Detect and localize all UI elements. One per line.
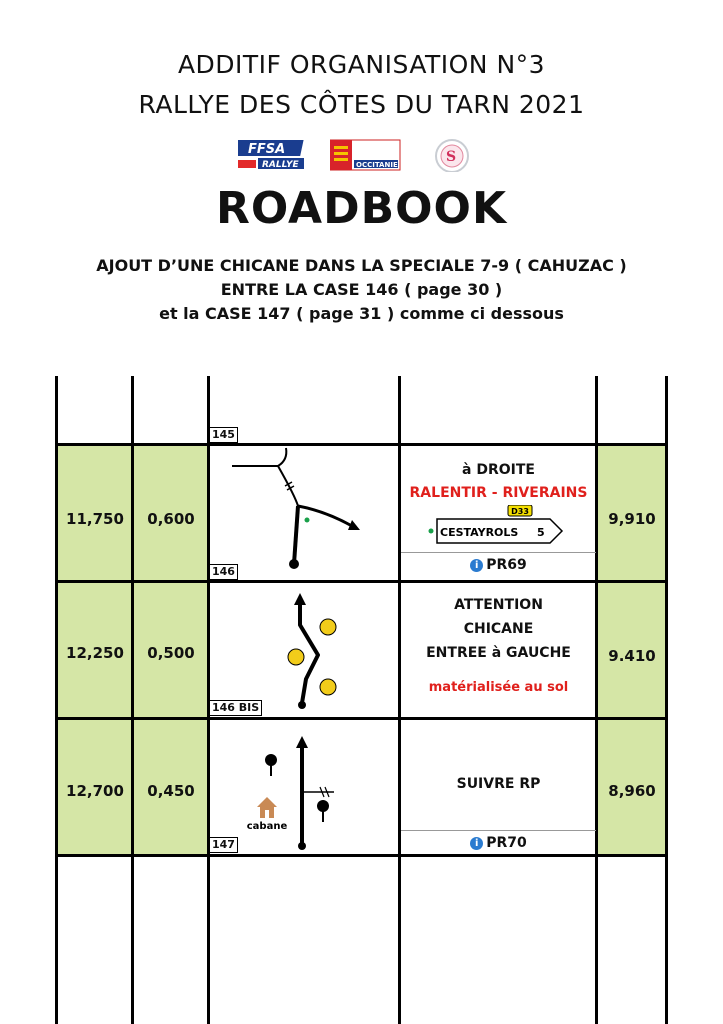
title-line-1: ADDITIF ORGANISATION N°3 — [177, 50, 546, 79]
pr-label: PR70 — [486, 835, 527, 851]
total-distance: 12,250 — [66, 644, 124, 662]
info-icon: i — [470, 559, 483, 572]
instruction-entry: ENTREE à GAUCHE — [426, 645, 571, 661]
sign-town: CESTAYROLS — [440, 526, 519, 539]
sign-road-number: D33 — [511, 507, 529, 516]
pr-separator — [401, 830, 596, 831]
subtitle-line-2: ENTRE LA CASE 146 ( page 30 ) — [220, 280, 503, 299]
instruction-direction: à DROITE — [462, 462, 535, 478]
remaining-distance: 9,910 — [608, 510, 656, 528]
instruction-follow: SUIVRE RP — [456, 776, 541, 792]
pr-marker — [401, 835, 596, 851]
roadbook-title: ROADBOOK — [215, 183, 508, 234]
instruction-warning: RALENTIR - RIVERAINS — [409, 485, 588, 501]
occitanie-logo-text: OCCITANIE — [356, 161, 398, 169]
ffsa-logo — [238, 138, 308, 172]
occitanie-logo — [330, 138, 402, 172]
pr-marker — [401, 557, 596, 573]
col-line-2 — [131, 376, 134, 1024]
sign-distance: 5 — [537, 526, 545, 539]
pr-label: PR69 — [486, 557, 527, 573]
box-tag: 147 — [209, 837, 238, 853]
title-line-2: RALLYE DES CÔTES DU TARN 2021 — [138, 90, 585, 119]
tulip-diagram-straight — [210, 720, 398, 854]
box-tag-145: 145 — [209, 427, 238, 443]
box-tag: 146 — [209, 564, 238, 580]
asa-logo — [434, 138, 474, 172]
pr-separator — [401, 552, 596, 553]
tulip-diagram-chicane — [210, 583, 398, 717]
subtitle-line-1: AJOUT D’UNE CHICANE DANS LA SPECIALE 7-9 ( CAHUZAC ) — [96, 256, 627, 275]
tree-icon — [317, 800, 329, 822]
row-line-4 — [56, 854, 667, 857]
instruction-attention: ATTENTION — [454, 597, 543, 613]
remaining-distance: 9.410 — [608, 647, 656, 665]
logo-strip — [0, 138, 723, 176]
ffsa-logo-text: FFSA — [248, 142, 286, 157]
partial-distance: 0,450 — [147, 782, 195, 800]
instruction-chicane: CHICANE — [463, 621, 534, 637]
partial-distance: 0,500 — [147, 644, 195, 662]
tulip-diagram-turn-right — [210, 446, 398, 580]
col-line-6 — [665, 376, 668, 1024]
tree-icon — [265, 754, 277, 776]
cabin-label: cabane — [246, 821, 288, 832]
partial-distance: 0,600 — [147, 510, 195, 528]
asa-logo-text: S — [446, 149, 457, 165]
col-line-1 — [55, 376, 58, 1024]
info-icon: i — [470, 837, 483, 850]
box-tag: 146 BIS — [209, 700, 262, 716]
cabin-icon — [257, 797, 277, 818]
instruction-marked: matérialisée au sol — [428, 680, 569, 695]
total-distance: 11,750 — [66, 510, 124, 528]
direction-sign — [425, 505, 575, 545]
remaining-distance: 8,960 — [608, 782, 656, 800]
subtitle-line-3: et la CASE 147 ( page 31 ) comme ci dessous — [159, 304, 564, 323]
total-distance: 12,700 — [66, 782, 124, 800]
ffsa-rallye-text: RALLYE — [262, 160, 299, 170]
